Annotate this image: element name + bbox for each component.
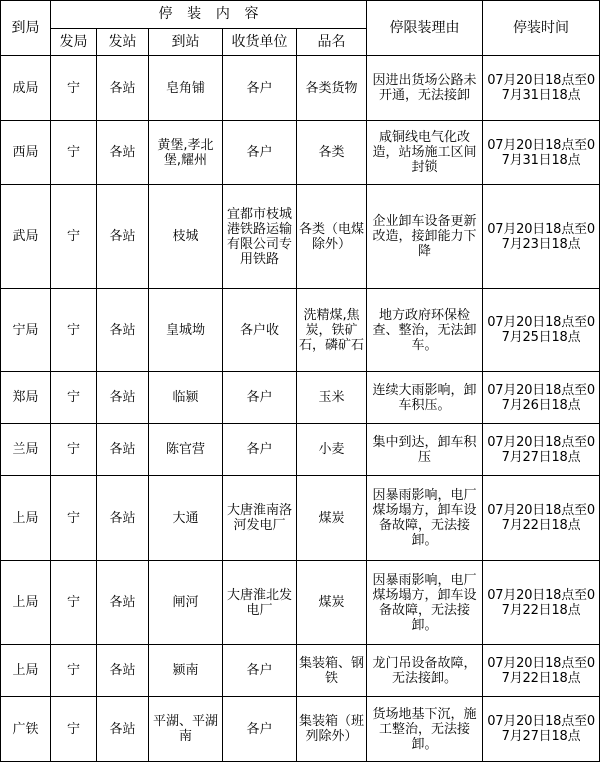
cell-consignee: 宜都市枝城港铁路运输有限公司专用铁路 (223, 185, 297, 289)
cell-reason: 因进出货场公路未开通，无法接卸 (367, 56, 483, 121)
cell-reason: 因暴雨影响，电厂煤场塌方，卸车设备故障，无法接卸。 (367, 561, 483, 645)
cell-consignee: 各户 (223, 56, 297, 121)
cell-bureau: 上局 (1, 561, 51, 645)
cell-to-station: 皂角铺 (149, 56, 223, 121)
cell-time: 07月20日18点至07月22日18点 (483, 645, 600, 697)
cell-from-station: 各站 (97, 645, 149, 697)
cell-time: 07月20日18点至07月27日18点 (483, 697, 600, 762)
cell-reason: 货场地基下沉，施工整治，无法接卸。 (367, 697, 483, 762)
cell-reason: 集中到达，卸车积压 (367, 424, 483, 476)
cell-time: 07月20日18点至07月26日18点 (483, 372, 600, 424)
cell-to-station: 临颍 (149, 372, 223, 424)
cell-consignee: 各户收 (223, 289, 297, 372)
cell-goods: 各类（电煤除外） (297, 185, 367, 289)
cell-bureau: 宁局 (1, 289, 51, 372)
table-row (1, 56, 600, 121)
cell-from-station: 各站 (97, 561, 149, 645)
cell-bureau: 成局 (1, 56, 51, 121)
cell-consignee: 各户 (223, 645, 297, 697)
cell-to-station: 大通 (149, 476, 223, 561)
cell-reason: 连续大雨影响，卸车积压。 (367, 372, 483, 424)
cell-from-station: 各站 (97, 697, 149, 762)
cell-time: 07月20日18点至07月22日18点 (483, 476, 600, 561)
header-reason: 停限装理由 (367, 1, 483, 56)
table-row (1, 185, 600, 289)
cell-bureau: 上局 (1, 476, 51, 561)
cell-from-bureau: 宁 (51, 424, 97, 476)
cell-bureau: 广铁 (1, 697, 51, 762)
cell-consignee: 各户 (223, 121, 297, 185)
cell-reason: 因暴雨影响，电厂煤场塌方，卸车设备故障，无法接卸。 (367, 476, 483, 561)
table-row (1, 424, 600, 476)
cell-time: 07月20日18点至07月31日18点 (483, 121, 600, 185)
cell-from-bureau: 宁 (51, 476, 97, 561)
cell-from-station: 各站 (97, 121, 149, 185)
cell-reason: 龙门吊设备故障，无法接卸。 (367, 645, 483, 697)
cell-time: 07月20日18点至07月22日18点 (483, 561, 600, 645)
cell-bureau: 上局 (1, 645, 51, 697)
cell-goods: 煤炭 (297, 476, 367, 561)
cell-bureau: 西局 (1, 121, 51, 185)
cell-to-station: 枝城 (149, 185, 223, 289)
cell-to-station: 颍南 (149, 645, 223, 697)
cell-consignee: 各户 (223, 697, 297, 762)
cell-from-station: 各站 (97, 289, 149, 372)
header-time: 停装时间 (483, 1, 600, 56)
cell-consignee: 大唐淮南洛河发电厂 (223, 476, 297, 561)
cell-from-station: 各站 (97, 476, 149, 561)
cell-goods: 集装箱、钢铁 (297, 645, 367, 697)
cell-from-bureau: 宁 (51, 121, 97, 185)
cell-time: 07月20日18点至07月25日18点 (483, 289, 600, 372)
cell-goods: 各类货物 (297, 56, 367, 121)
cell-time: 07月20日18点至07月23日18点 (483, 185, 600, 289)
cell-bureau: 兰局 (1, 424, 51, 476)
cell-from-bureau: 宁 (51, 372, 97, 424)
cell-time: 07月20日18点至07月27日18点 (483, 424, 600, 476)
cell-from-bureau: 宁 (51, 185, 97, 289)
cell-reason: 企业卸车设备更新改造，接卸能力下降 (367, 185, 483, 289)
cell-from-bureau: 宁 (51, 561, 97, 645)
cell-to-station: 闸河 (149, 561, 223, 645)
cell-goods: 煤炭 (297, 561, 367, 645)
table-row (1, 697, 600, 762)
cell-to-station: 黄堡,孝北堡,耀州 (149, 121, 223, 185)
cell-goods: 小麦 (297, 424, 367, 476)
cell-from-station: 各站 (97, 372, 149, 424)
table-row (1, 372, 600, 424)
cell-from-station: 各站 (97, 424, 149, 476)
cell-to-station: 平湖、平湖南 (149, 697, 223, 762)
cell-from-bureau: 宁 (51, 645, 97, 697)
table-row (1, 121, 600, 185)
cell-to-station: 皇城坳 (149, 289, 223, 372)
cell-from-station: 各站 (97, 185, 149, 289)
cell-goods: 各类 (297, 121, 367, 185)
cell-from-bureau: 宁 (51, 289, 97, 372)
table-row (1, 476, 600, 561)
cell-consignee: 各户 (223, 372, 297, 424)
cell-goods: 洗精煤,焦炭，铁矿石，磷矿石 (297, 289, 367, 372)
table-row (1, 561, 600, 645)
cell-time: 07月20日18点至07月31日18点 (483, 56, 600, 121)
cell-from-bureau: 宁 (51, 697, 97, 762)
header-from-bureau: 发局 (51, 29, 97, 56)
cell-from-station: 各站 (97, 56, 149, 121)
cell-from-bureau: 宁 (51, 56, 97, 121)
cell-bureau: 郑局 (1, 372, 51, 424)
cell-to-station: 陈官营 (149, 424, 223, 476)
header-to-station: 到站 (149, 29, 223, 56)
table-row (1, 289, 600, 372)
header-from-station: 发站 (97, 29, 149, 56)
cell-consignee: 各户 (223, 424, 297, 476)
header-goods: 品名 (297, 29, 367, 56)
cell-reason: 咸铜线电气化改造，站场施工区间封锁 (367, 121, 483, 185)
cell-consignee: 大唐淮北发电厂 (223, 561, 297, 645)
header-consignee: 收货单位 (223, 29, 297, 56)
cell-goods: 玉米 (297, 372, 367, 424)
header-loading-content: 停装内容 (51, 1, 367, 29)
header-bureau: 到局 (1, 1, 51, 56)
cell-reason: 地方政府环保检查、整治，无法卸车。 (367, 289, 483, 372)
cell-bureau: 武局 (1, 185, 51, 289)
table-row (1, 645, 600, 697)
cell-goods: 集装箱（班列除外） (297, 697, 367, 762)
